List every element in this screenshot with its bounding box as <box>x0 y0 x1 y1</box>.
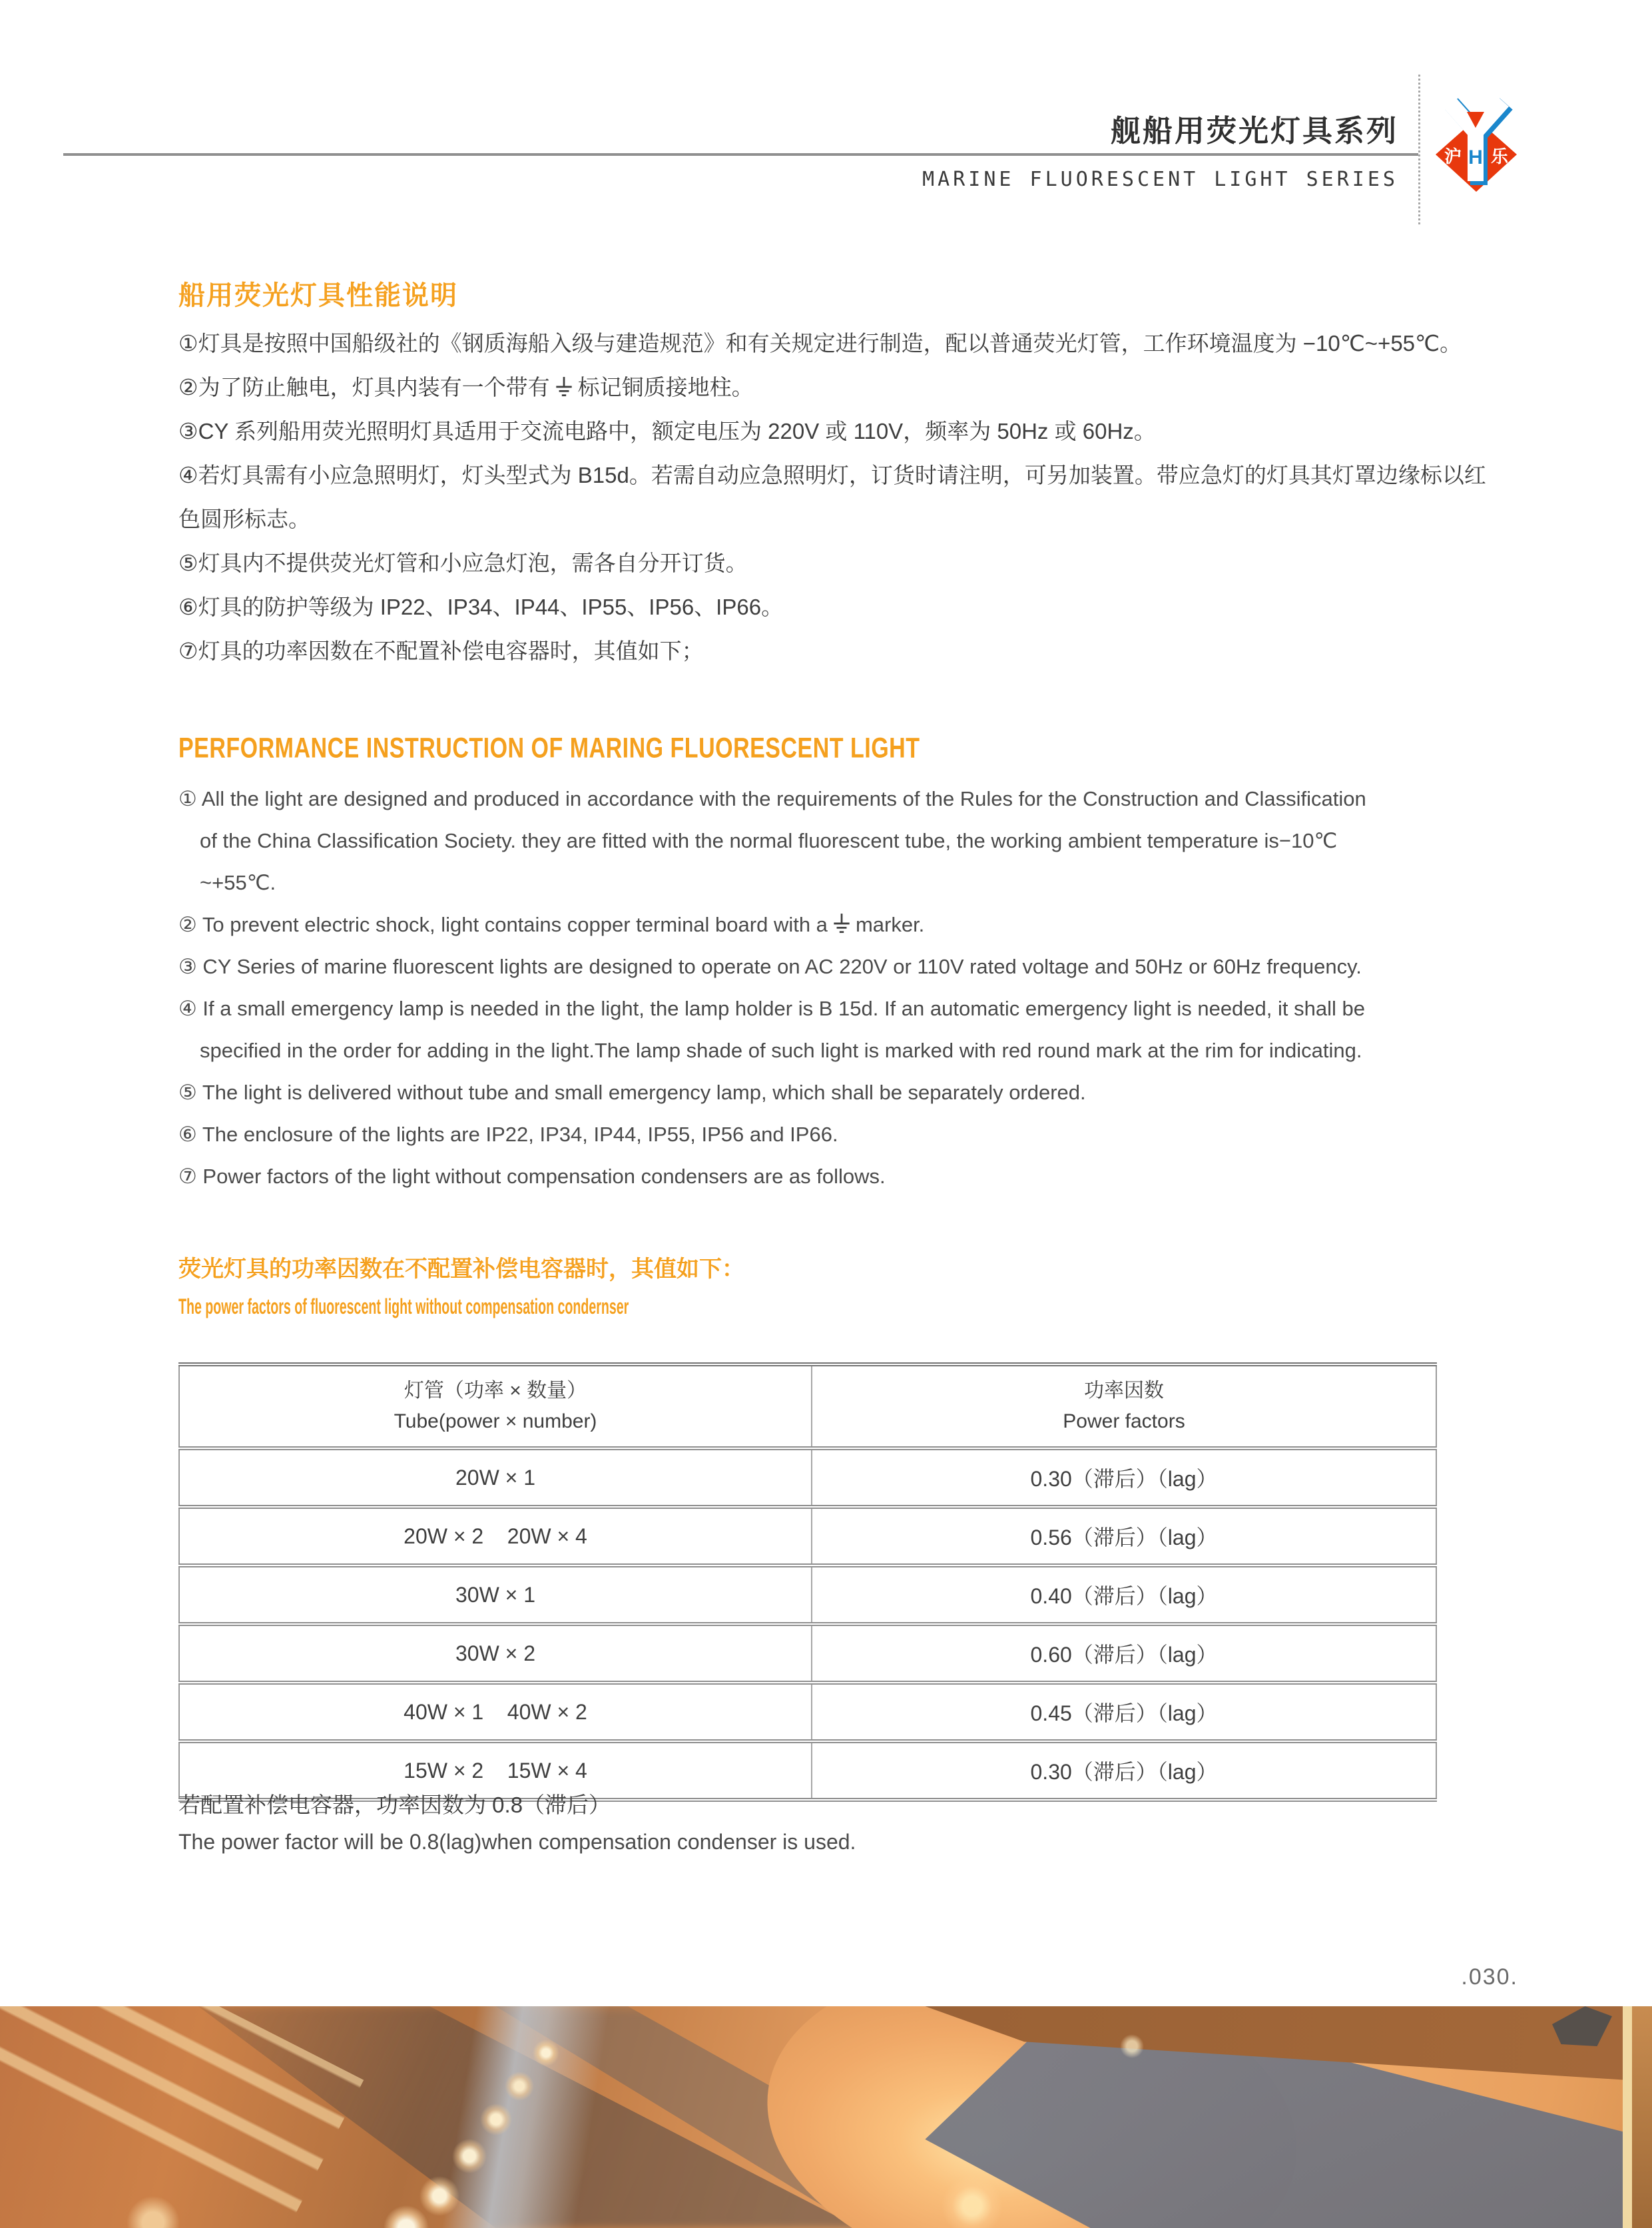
en-section-items <box>178 778 1484 1197</box>
cn-section-items <box>178 322 1486 673</box>
company-logo-icon <box>1432 93 1521 193</box>
tube-cell: 20W × 2 20W × 4 <box>179 1507 812 1565</box>
pf-column-header <box>812 1364 1436 1448</box>
pf-cell: 0.30（滞后）（lag） <box>812 1448 1436 1507</box>
pf-cell: 0.45（滞后）（lag） <box>812 1683 1436 1741</box>
tube-cell: 30W × 2 <box>179 1624 812 1683</box>
en-item-4-line1: ④ If a small emergency lamp is needed in the light, the lamp holder is B 15d. If an automatic emergency light is needed, it shall be <box>178 997 1365 1020</box>
table-row <box>179 1448 1436 1507</box>
power-factor-title-en-text: The power factors of fluorescent light without compensation condernser <box>178 1294 629 1318</box>
header-vertical-separator <box>1418 75 1420 224</box>
en-item-5: ⑤ The light is delivered without tube and small emergency lamp, which shall be separately ordered. <box>178 1081 1086 1104</box>
table-note-zh: 若配置补偿电容器，功率因数为 0.8（滞后） <box>178 1793 611 1817</box>
cn-section-title: 船用荧光灯具性能说明 <box>178 281 458 310</box>
cn-item-2-post: 标记铜质接地柱。 <box>577 375 754 400</box>
pf-cell: 0.56（滞后）（lag） <box>812 1507 1436 1565</box>
power-factor-title-en <box>178 1294 822 1316</box>
table-note-en: The power factor will be 0.8(lag)when compensation condenser is used. <box>178 1830 856 1854</box>
en-item-2 <box>178 904 1484 946</box>
en-item-1-line1: ① All the light are designed and produced in accordance with the requirements of the Rules for the Construction and Classification <box>178 787 1366 810</box>
cn-item-5: ⑤灯具内不提供荧光灯管和小应急灯泡，需各自分开订货。 <box>178 551 748 575</box>
table-row <box>179 1624 1436 1683</box>
cn-item-4-line2: 色圆形标志。 <box>178 507 310 531</box>
logo-char-right: 乐 <box>1490 146 1509 166</box>
en-item-7: ⑦ Power factors of the light without compensation condensers are as follows. <box>178 1165 886 1188</box>
cn-item-4-line1: ④若灯具需有小应急照明灯，灯头型式为 B15d。若需自动应急照明灯，订货时请注明，可另加装置。带应急灯的灯具其灯罩边缘标以红 <box>178 463 1486 487</box>
en-item-1-line3: ~+55℃. <box>200 871 276 894</box>
pf-column-header-en: Power factors <box>1063 1410 1185 1432</box>
logo-char-left: 沪 <box>1444 146 1462 166</box>
table-row <box>179 1507 1436 1565</box>
power-factor-title-zh: 荧光灯具的功率因数在不配置补偿电容器时，其值如下： <box>178 1256 744 1282</box>
cn-item-2-pre: ②为了防止触电，灯具内装有一个带有 <box>178 375 550 400</box>
table-header-row <box>179 1364 1436 1448</box>
power-factor-table-wrap <box>178 1362 1436 1802</box>
en-item-6: ⑥ The enclosure of the lights are IP22, IP34, IP44, IP55, IP56 and IP66. <box>178 1123 838 1146</box>
en-item-2-pre: ② To prevent electric shock, light contains copper terminal board with a <box>178 913 828 936</box>
company-logo <box>1432 93 1521 193</box>
bottom-photo <box>0 2006 1652 2228</box>
cn-item-7: ⑦灯具的功率因数在不配置补偿电容器时，其值如下； <box>178 639 704 663</box>
tube-cell: 15W × 2 15W × 4 <box>404 1758 587 1783</box>
photo-light-glints <box>0 2006 1652 2228</box>
tube-cell: 20W × 1 <box>179 1448 812 1507</box>
en-item-4-line2: specified in the order for adding in the light.The lamp shade of such light is marked with red round mark at the rim for indicating. <box>200 1039 1362 1062</box>
pf-cell: 0.30（滞后）（lag） <box>812 1741 1436 1800</box>
cn-item-2 <box>178 366 1477 410</box>
tube-column-header-zh: 灯管（功率 × 数量） <box>404 1380 587 1402</box>
page-number: .030. <box>1461 1964 1518 1990</box>
table-row <box>179 1565 1436 1624</box>
ground-symbol-icon <box>555 376 573 399</box>
tube-column-header <box>179 1364 812 1448</box>
en-item-1-line2: of the China Classification Society. they are fitted with the normal fluorescent tube, the working ambient temperature is−10℃ <box>200 829 1338 852</box>
pf-column-header-zh: 功率因数 <box>1084 1380 1164 1402</box>
ground-symbol-icon <box>833 913 850 936</box>
pf-cell: 0.40（滞后）（lag） <box>812 1565 1436 1624</box>
cn-item-1: ①灯具是按照中国船级社的《钢质海船入级与建造规范》和有关规定进行制造，配以普通荧光灯管，工作环境温度为 −10℃~+55℃。 <box>178 331 1462 356</box>
header-divider-line <box>63 153 1418 156</box>
tube-cell: 30W × 1 <box>179 1565 812 1624</box>
en-section-title-text: PERFORMANCE INSTRUCTION OF MARING FLUORESCENT LIGHT <box>178 732 920 764</box>
page-title-zh: 舰船用荧光灯具系列 <box>1110 114 1398 148</box>
cn-item-3: ③CY 系列船用荧光照明灯具适用于交流电路中，额定电压为 220V 或 110V，频率为 50Hz 或 60Hz。 <box>178 419 1156 443</box>
en-item-3: ③ CY Series of marine fluorescent lights are designed to operate on AC 220V or 110V rated voltage and 50Hz or 60Hz frequency. <box>178 955 1362 978</box>
pf-cell: 0.60（滞后）（lag） <box>812 1624 1436 1683</box>
cn-item-6: ⑥灯具的防护等级为 IP22、IP34、IP44、IP55、IP56、IP66。 <box>178 595 784 619</box>
tube-column-header-en: Tube(power × number) <box>394 1410 597 1432</box>
tube-cell: 40W × 1 40W × 2 <box>179 1683 812 1741</box>
table-row <box>179 1683 1436 1741</box>
en-section-title <box>178 732 920 764</box>
page-title-en: MARINE FLUORESCENT LIGHT SERIES <box>922 168 1398 191</box>
logo-char-center: H <box>1468 146 1483 168</box>
en-item-2-post: marker. <box>855 913 925 936</box>
power-factor-table <box>178 1362 1437 1802</box>
